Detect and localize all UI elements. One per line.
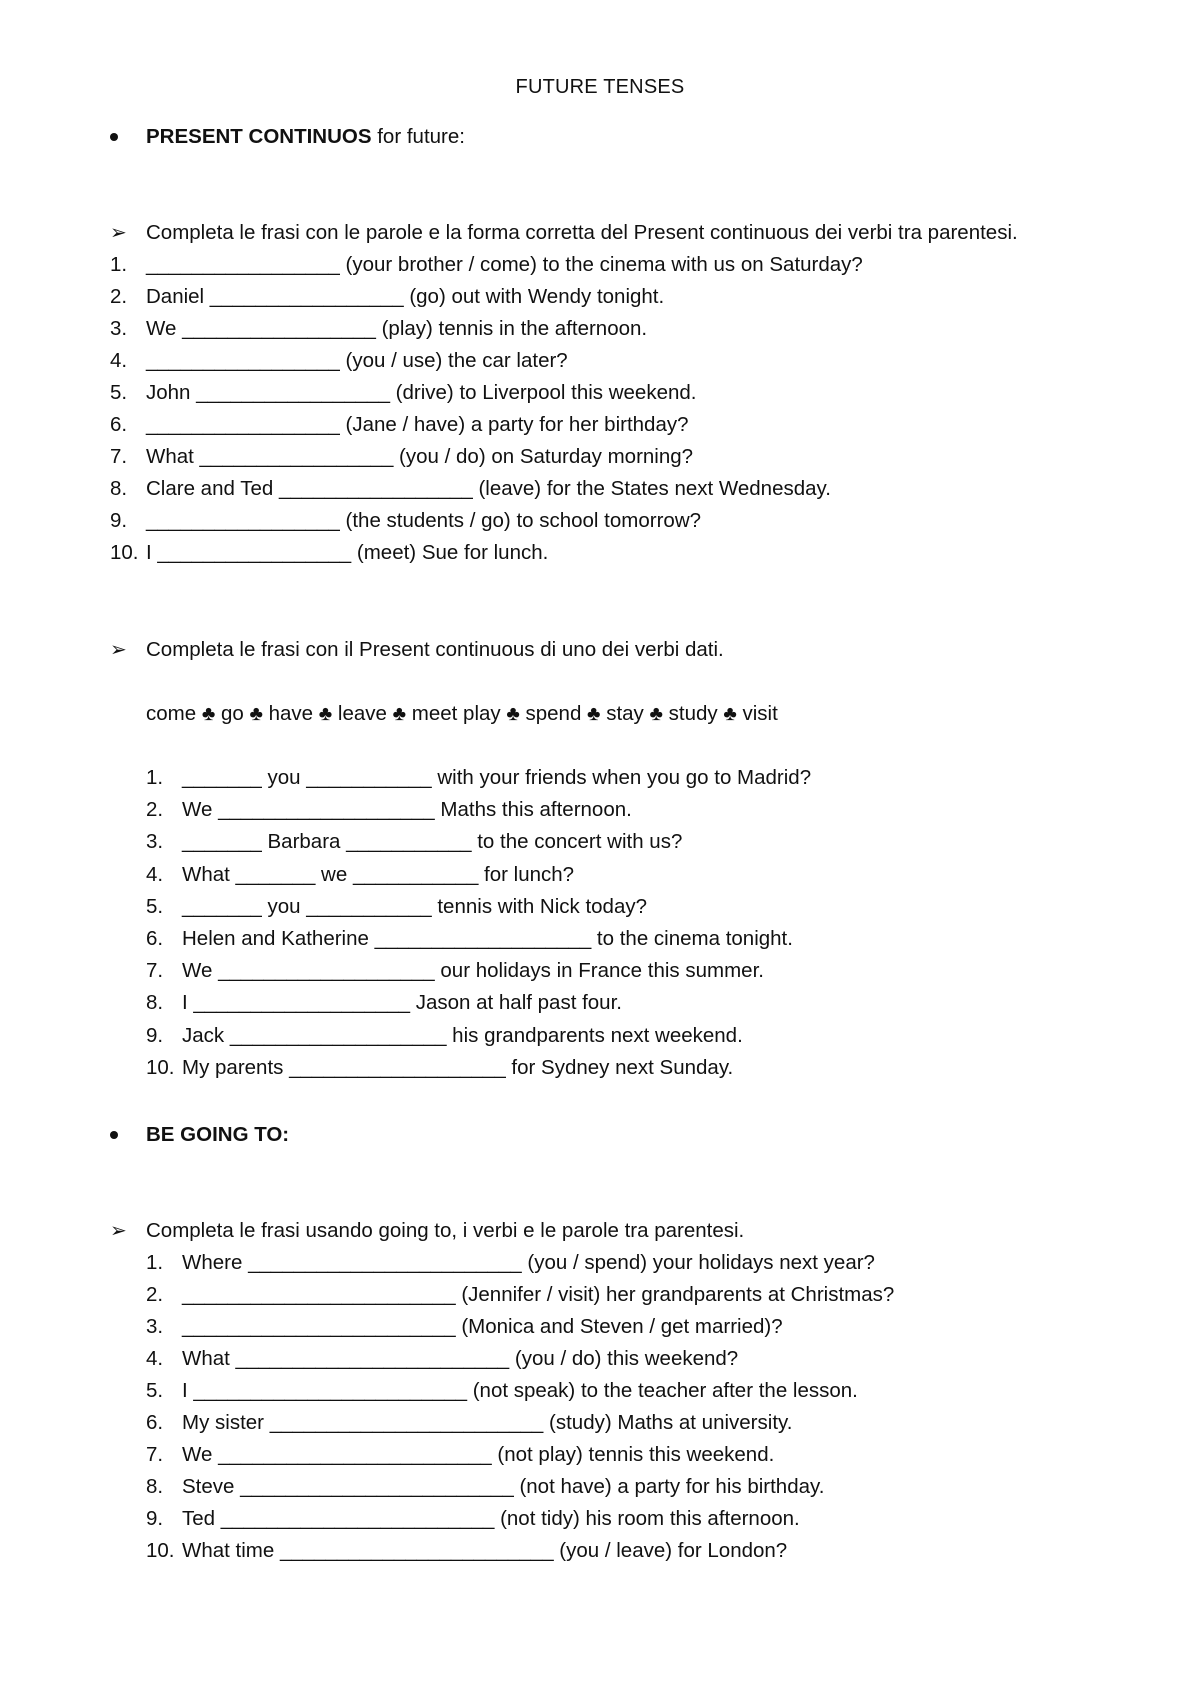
item-number: 8. bbox=[146, 1475, 164, 1498]
exercise-item-text: My sister ________________________ (study) Maths at university. bbox=[182, 1411, 793, 1434]
item-number: 4. bbox=[146, 1347, 164, 1370]
exercise-item-text: _________________ (you / use) the car later? bbox=[146, 349, 568, 372]
item-number: 3. bbox=[110, 317, 128, 340]
exercise-item-text: We ___________________ our holidays in France this summer. bbox=[182, 959, 764, 983]
item-number: 8. bbox=[110, 477, 128, 500]
item-number: 5. bbox=[146, 1379, 164, 1402]
exercise-item-text: We ___________________ Maths this afternoon. bbox=[182, 798, 632, 822]
item-number: 2. bbox=[146, 1283, 164, 1306]
item-number: 4. bbox=[110, 349, 128, 372]
word-bank: come ♣ go ♣ have ♣ leave ♣ meet play ♣ spend ♣ stay ♣ study ♣ visit bbox=[146, 702, 778, 725]
item-number: 7. bbox=[146, 959, 164, 983]
page-title: FUTURE TENSES bbox=[515, 76, 685, 98]
item-number: 5. bbox=[146, 894, 164, 918]
section-heading-be-going-to bbox=[146, 1122, 289, 1148]
exercise-item-text: What _________________ (you / do) on Saturday morning? bbox=[146, 445, 694, 468]
exercise-item-text: ________________________ (Monica and Steven / get married)? bbox=[182, 1315, 783, 1338]
exercise-item-text: Clare and Ted _________________ (leave) for the States next Wednesday. bbox=[146, 477, 831, 500]
exercise-item-text: We ________________________ (not play) tennis this weekend. bbox=[182, 1443, 775, 1466]
exercise-item-text: What ________________________ (you / do) this weekend? bbox=[182, 1347, 739, 1370]
exercise-item-text: _________________ (your brother / come) to the cinema with us on Saturday? bbox=[146, 253, 863, 276]
item-number: 7. bbox=[110, 445, 128, 468]
item-number: 3. bbox=[146, 830, 164, 854]
exercise3-instruction: Completa le frasi usando going to, i verbi e le parole tra parentesi. bbox=[146, 1219, 745, 1242]
exercise-item-text: Ted ________________________ (not tidy) his room this afternoon. bbox=[182, 1507, 800, 1530]
exercise-item-text: Where ________________________ (you / spend) your holidays next year? bbox=[182, 1251, 875, 1274]
arrow-bullet-icon: ➢ bbox=[110, 1220, 127, 1242]
item-number: 1. bbox=[146, 1251, 164, 1274]
section-heading-bold: PRESENT CONTINUOS bbox=[146, 125, 372, 148]
item-number: 2. bbox=[146, 798, 164, 822]
exercise-item-text: What _______ we ___________ for lunch? bbox=[182, 862, 575, 886]
item-number: 6. bbox=[110, 413, 128, 436]
item-number: 10. bbox=[110, 541, 139, 564]
exercise-item-text: Daniel _________________ (go) out with Wendy tonight. bbox=[146, 285, 665, 308]
item-number: 6. bbox=[146, 927, 164, 950]
bullet-icon bbox=[110, 1131, 118, 1139]
item-number: 9. bbox=[110, 509, 128, 532]
item-number: 7. bbox=[146, 1443, 164, 1466]
exercise-item-text: _________________ (the students / go) to school tomorrow? bbox=[146, 509, 702, 532]
exercise1-instruction: Completa le frasi con le parole e la forma corretta del Present continuous dei verbi tra parentesi. bbox=[146, 221, 1018, 244]
section-heading-bold: BE GOING TO: bbox=[146, 1123, 290, 1146]
item-number: 2. bbox=[110, 285, 128, 308]
exercise-item-text: _______ Barbara ___________ to the concert with us? bbox=[182, 830, 683, 854]
exercise-item-text: I _________________ (meet) Sue for lunch. bbox=[146, 541, 549, 564]
item-number: 1. bbox=[110, 253, 128, 276]
item-number: 9. bbox=[146, 1023, 164, 1047]
exercise-item-text: _______ you ___________ tennis with Nick today? bbox=[182, 894, 648, 918]
exercise-item-text: I ___________________ Jason at half past four. bbox=[182, 991, 622, 1015]
section-heading-rest: for future: bbox=[371, 125, 465, 148]
section-heading-present-continuous bbox=[146, 124, 465, 150]
item-number: 4. bbox=[146, 862, 164, 886]
item-number: 10. bbox=[146, 1055, 175, 1079]
item-number: 8. bbox=[146, 991, 164, 1015]
bullet-icon bbox=[110, 133, 118, 141]
item-number: 3. bbox=[146, 1315, 164, 1338]
arrow-bullet-icon: ➢ bbox=[110, 639, 127, 661]
exercise-item-text: _______ you ___________ with your friends when you go to Madrid? bbox=[182, 766, 812, 789]
exercise-item-text: Helen and Katherine ___________________ to the cinema tonight. bbox=[182, 927, 793, 950]
exercise-item-text: Jack ___________________ his grandparents next weekend. bbox=[182, 1023, 743, 1047]
item-number: 6. bbox=[146, 1411, 164, 1434]
exercise-item-text: We _________________ (play) tennis in the afternoon. bbox=[146, 317, 648, 340]
item-number: 5. bbox=[110, 381, 128, 404]
exercise2-instruction: Completa le frasi con il Present continuous di uno dei verbi dati. bbox=[146, 638, 724, 661]
item-number: 9. bbox=[146, 1507, 164, 1530]
exercise-item-text: My parents ___________________ for Sydney next Sunday. bbox=[182, 1055, 734, 1079]
arrow-bullet-icon: ➢ bbox=[110, 222, 127, 244]
exercise-item-text: What time ________________________ (you / leave) for London? bbox=[182, 1539, 788, 1562]
item-number: 10. bbox=[146, 1539, 175, 1562]
exercise-item-text: ________________________ (Jennifer / visit) her grandparents at Christmas? bbox=[182, 1283, 895, 1306]
exercise-item-text: Steve ________________________ (not have) a party for his birthday. bbox=[182, 1475, 825, 1498]
item-number: 1. bbox=[146, 766, 164, 789]
exercise-item-text: John _________________ (drive) to Liverpool this weekend. bbox=[146, 381, 697, 404]
exercise-item-text: I ________________________ (not speak) to the teacher after the lesson. bbox=[182, 1379, 858, 1402]
exercise-item-text: _________________ (Jane / have) a party for her birthday? bbox=[146, 413, 689, 436]
